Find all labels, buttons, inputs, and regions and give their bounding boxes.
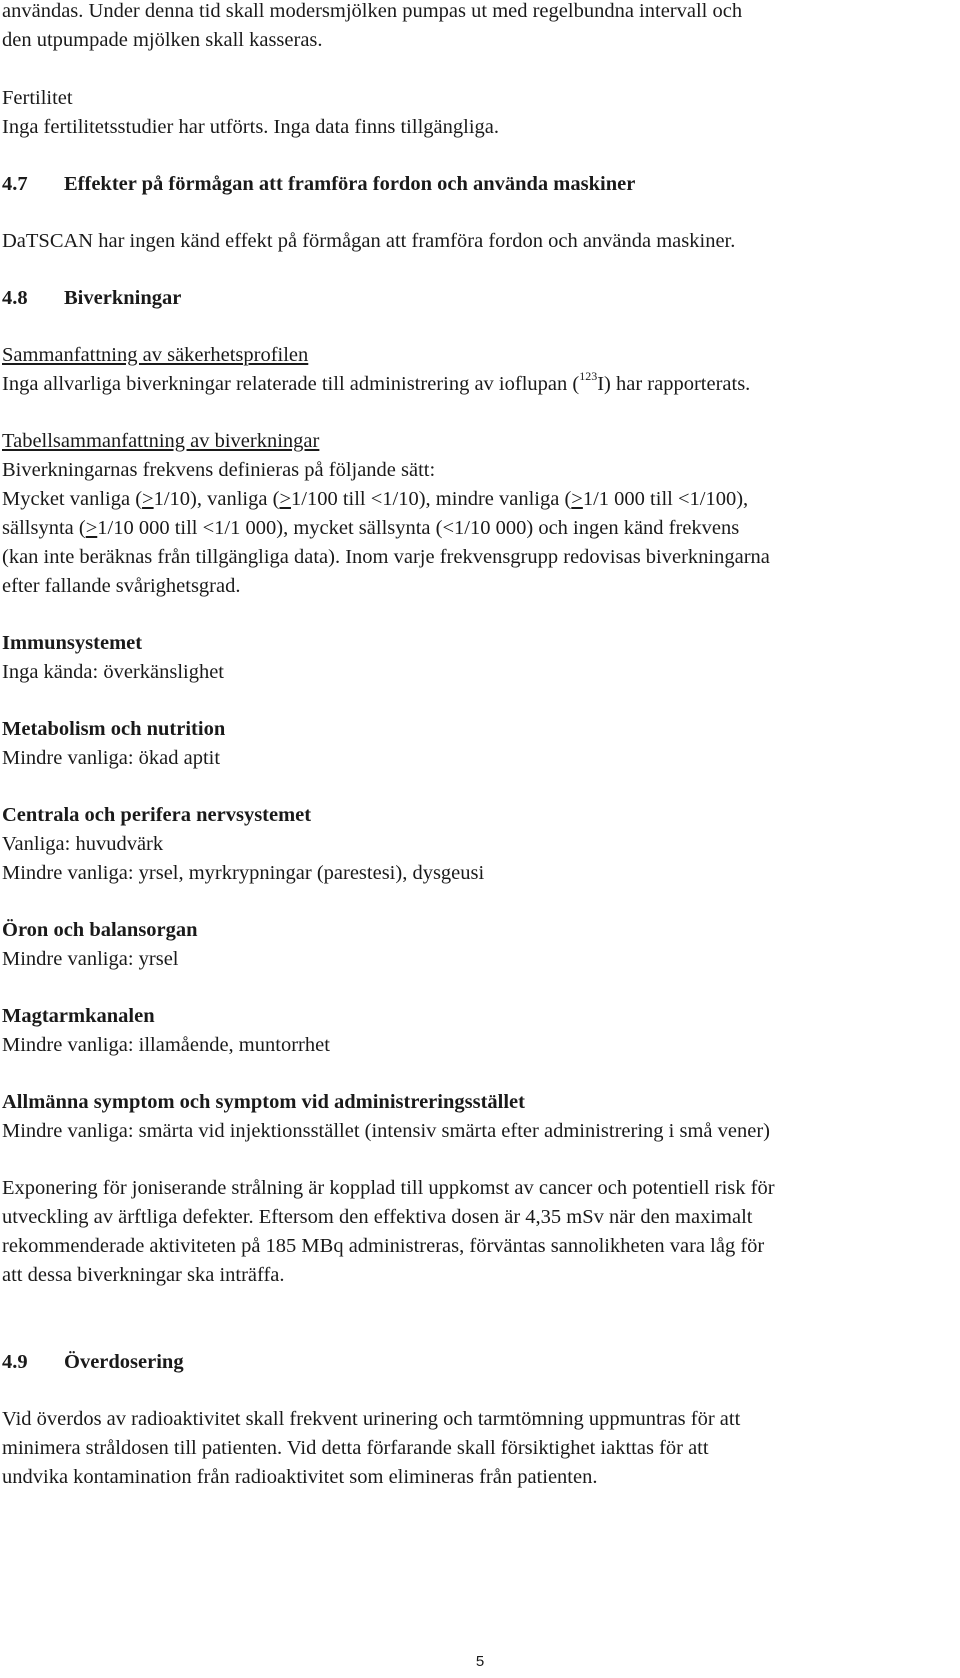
group-line: Mindre vanliga: yrsel, myrkrypningar (parestesi), dysgeusi [2, 862, 485, 884]
adverse-group [2, 629, 954, 687]
section-number: 4.8 [2, 287, 28, 309]
group-line: Mindre vanliga: smärta vid injektionsstället (intensiv smärta efter administrering i små vener) [2, 1120, 770, 1142]
group-line: Inga kända: överkänslighet [2, 661, 225, 683]
overdose-paragraph [2, 1405, 954, 1492]
radiation-line: rekommenderade aktiviteten på 185 MBq administreras, förväntas sannolikheten vara låg för [2, 1235, 765, 1257]
frequency-line: Mycket vanliga (>1/10), vanliga (>1/100 till <1/10), mindre vanliga (>1/1 000 till <1/100), [2, 488, 749, 510]
group-title: Magtarmkanalen [2, 1005, 155, 1027]
intro-paragraph [2, 0, 954, 55]
frequency-line: efter fallande svårighetsgrad. [2, 575, 241, 597]
group-title: Allmänna symptom och symptom vid administreringsstället [2, 1091, 525, 1113]
radiation-line: att dessa biverkningar ska inträffa. [2, 1264, 285, 1286]
group-line: Mindre vanliga: illamående, muntorrhet [2, 1034, 330, 1056]
fertility-section [2, 84, 954, 142]
group-line: Mindre vanliga: yrsel [2, 948, 179, 970]
group-title: Metabolism och nutrition [2, 718, 226, 740]
intro-line: den utpumpade mjölken skall kasseras. [2, 29, 323, 51]
group-title: Immunsystemet [2, 632, 143, 654]
section-4-7-heading [2, 170, 954, 199]
adverse-group [2, 715, 954, 773]
adverse-group [2, 916, 954, 974]
fertility-text: Inga fertilitetsstudier har utförts. Inga data finns tillgängliga. [2, 116, 499, 138]
radiation-line: utveckling av ärftliga defekter. Eftersom den effektiva dosen är 4,35 mSv när den maximalt [2, 1206, 753, 1228]
group-line: Vanliga: huvudvärk [2, 833, 164, 855]
overdose-line: Vid överdos av radioaktivitet skall frekvent urinering och tarmtömning uppmuntras för att [2, 1408, 741, 1430]
section-4-8-heading [2, 284, 954, 313]
adverse-group [2, 1002, 954, 1060]
frequency-line: (kan inte beräknas från tillgängliga data). Inom varje frekvensgrupp redovisas biverkningarna [2, 546, 770, 568]
frequency-intro: Biverkningarnas frekvens definieras på följande sätt: [2, 459, 436, 481]
group-title: Öron och balansorgan [2, 919, 198, 941]
section-title: Biverkningar [64, 287, 182, 309]
section-title: Effekter på förmågan att framföra fordon och använda maskiner [64, 173, 636, 195]
overdose-line: minimera stråldosen till patienten. Vid detta förfarande skall försiktighet iakttas för att [2, 1437, 709, 1459]
document-page [2, 0, 954, 1492]
radiation-line: Exponering för joniserande strålning är kopplad till uppkomst av cancer och potentiell risk för [2, 1177, 775, 1199]
group-title: Centrala och perifera nervsystemet [2, 804, 312, 826]
overdose-line: undvika kontamination från radioaktivitet som elimineras från patienten. [2, 1466, 598, 1488]
section-number: 4.9 [2, 1351, 28, 1373]
section-title: Överdosering [64, 1351, 184, 1373]
section-number: 4.7 [2, 173, 28, 195]
page-number: 5 [475, 1653, 485, 1670]
safety-summary-text: Inga allvarliga biverkningar relaterade till administrering av ioflupan ($^{123}$I) har rapporterats. [2, 369, 751, 395]
adverse-group [2, 801, 954, 888]
frequency-line: sällsynta (>1/10 000 till <1/1 000), mycket sällsynta (<1/10 000) och ingen känd frekvens [2, 517, 740, 539]
safety-summary-title: Sammanfattning av säkerhetsprofilen [2, 344, 309, 366]
radiation-paragraph [2, 1174, 954, 1290]
isotope-superscript: 123 [579, 369, 598, 383]
adverse-group [2, 1088, 954, 1146]
section-4-7-text: DaTSCAN har ingen känd effekt på förmågan att framföra fordon och använda maskiner. [2, 230, 736, 252]
intro-line: användas. Under denna tid skall modersmjölken pumpas ut med regelbundna intervall och [2, 0, 743, 22]
fertility-title: Fertilitet [2, 87, 73, 109]
group-line: Mindre vanliga: ökad aptit [2, 747, 221, 769]
table-summary-title: Tabellsammanfattning av biverkningar [2, 430, 320, 452]
section-4-9-heading [2, 1348, 954, 1377]
